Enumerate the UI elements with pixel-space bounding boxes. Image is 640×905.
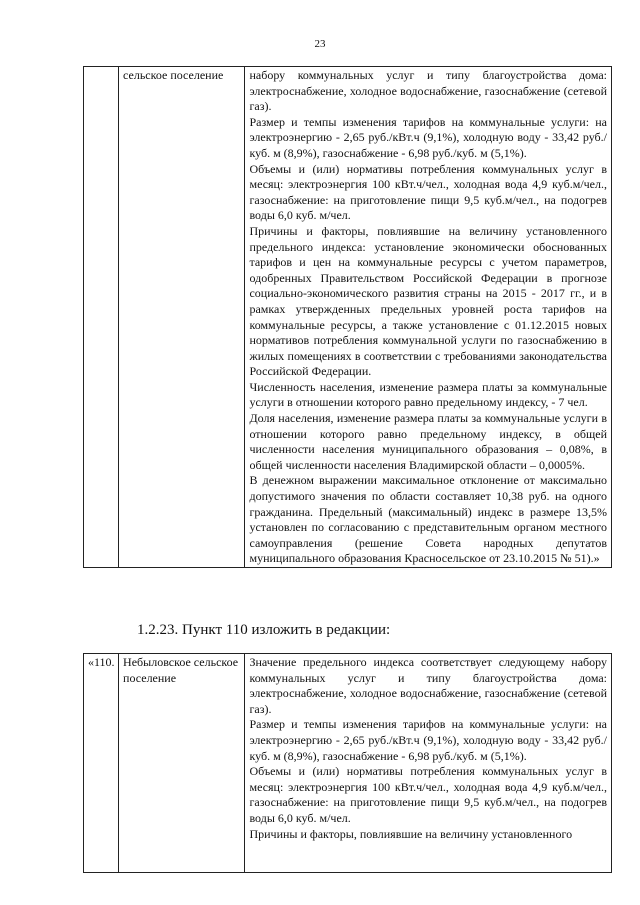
paragraph: Размер и темпы изменения тарифов на коммунальные услуги: на электроэнергию - 2,65 руб./кВт.ч (9,1%), холодную воду - 33,42 руб./куб. м (8,9%), газоснабжение - 6,98 руб./куб. м (5,1%). [249, 114, 607, 160]
paragraph: Доля населения, изменение размера платы за коммунальные услуги в отношении которого равно предельному индексу, в общей численности населения муниципального образования – 0,08%, в общей численности населения Владимирской области – 0,0005%. [249, 411, 607, 472]
settlement-name-cell: сельское поселение [119, 67, 245, 568]
paragraph: В денежном выражении максимальное отклонение от максимально допустимого значения по области составляет 10,38 руб. на одного гражданина. Предельный (максимальный) индекс в размере 13,5% установлен по согласованию с представительным органом местного самоуправления (решение Совета народных депутатов муниципального образования Красносельское от 23.10.2015 № 51).» [249, 473, 607, 566]
paragraph: Значение предельного индекса соответствует следующему набору коммунальных услуг и типу благоустройства дома: электроснабжение, холодное водоснабжение, газоснабжение (сетевой газ). [249, 655, 607, 716]
table-row [84, 654, 612, 873]
description-cell [245, 67, 612, 568]
settlement-name-cell: Небыловское сельское поселение [119, 654, 245, 873]
paragraph: Причины и факторы, повлиявшие на величину установленного предельного индекса: установление экономически обоснованных тарифов и цен на коммунальные ресурсы с учетом параметров, одобренных Правительством Российской Федерации в прогнозе социально-экономического развития страны на 2015 - 2017 гг., и в рамках утвержденных предельных уровней роста тарифов на коммунальные ресурсы, а также установление с 01.12.2015 новых нормативов потребления коммунальной услуги по газоснабжению в жилых помещениях в соответствии с требованиями законодательства Российской Федерации. [249, 223, 607, 379]
paragraph: Причины и факторы, повлиявшие на величину установленного [249, 826, 573, 841]
row-number-cell: «110. [84, 654, 119, 873]
row-number-cell [84, 67, 119, 568]
tariff-table-continued [83, 66, 612, 568]
paragraph: набору коммунальных услуг и типу благоустройства дома: электроснабжение, холодное водоснабжение, газоснабжение (сетевой газ). [249, 68, 607, 114]
description-cell [245, 654, 612, 873]
table-row [84, 67, 612, 568]
paragraph: Размер и темпы изменения тарифов на коммунальные услуги: на электроэнергию - 2,65 руб./кВт.ч (9,1%), холодную воду - 33,42 руб./куб. м (8,9%), газоснабжение - 6,98 руб./куб. м (5,1%). [249, 717, 607, 763]
page-number: 23 [314, 38, 326, 50]
clause-heading: 1.2.23. Пункт 110 изложить в редакции: [137, 622, 391, 638]
paragraph: Численность населения, изменение размера платы за коммунальные услуги в отношении которого равно предельному индексу, - 7 чел. [249, 379, 607, 410]
paragraph: Объемы и (или) нормативы потребления коммунальных услуг в месяц: электроэнергия 100 кВт.ч/чел., холодная вода 4,9 куб.м/чел., газоснабжение: на приготовление пищи 9,5 куб.м/чел., на подогрев воды 6,0 куб. м/чел. [249, 161, 607, 223]
paragraph: Объемы и (или) нормативы потребления коммунальных услуг в месяц: электроэнергия 100 кВт.ч/чел., холодная вода 4,9 куб.м/чел., газоснабжение: на приготовление пищи 9,5 куб.м/чел., на подогрев воды 6,0 куб. м/чел. [249, 764, 607, 825]
tariff-table-item-110 [83, 653, 612, 873]
